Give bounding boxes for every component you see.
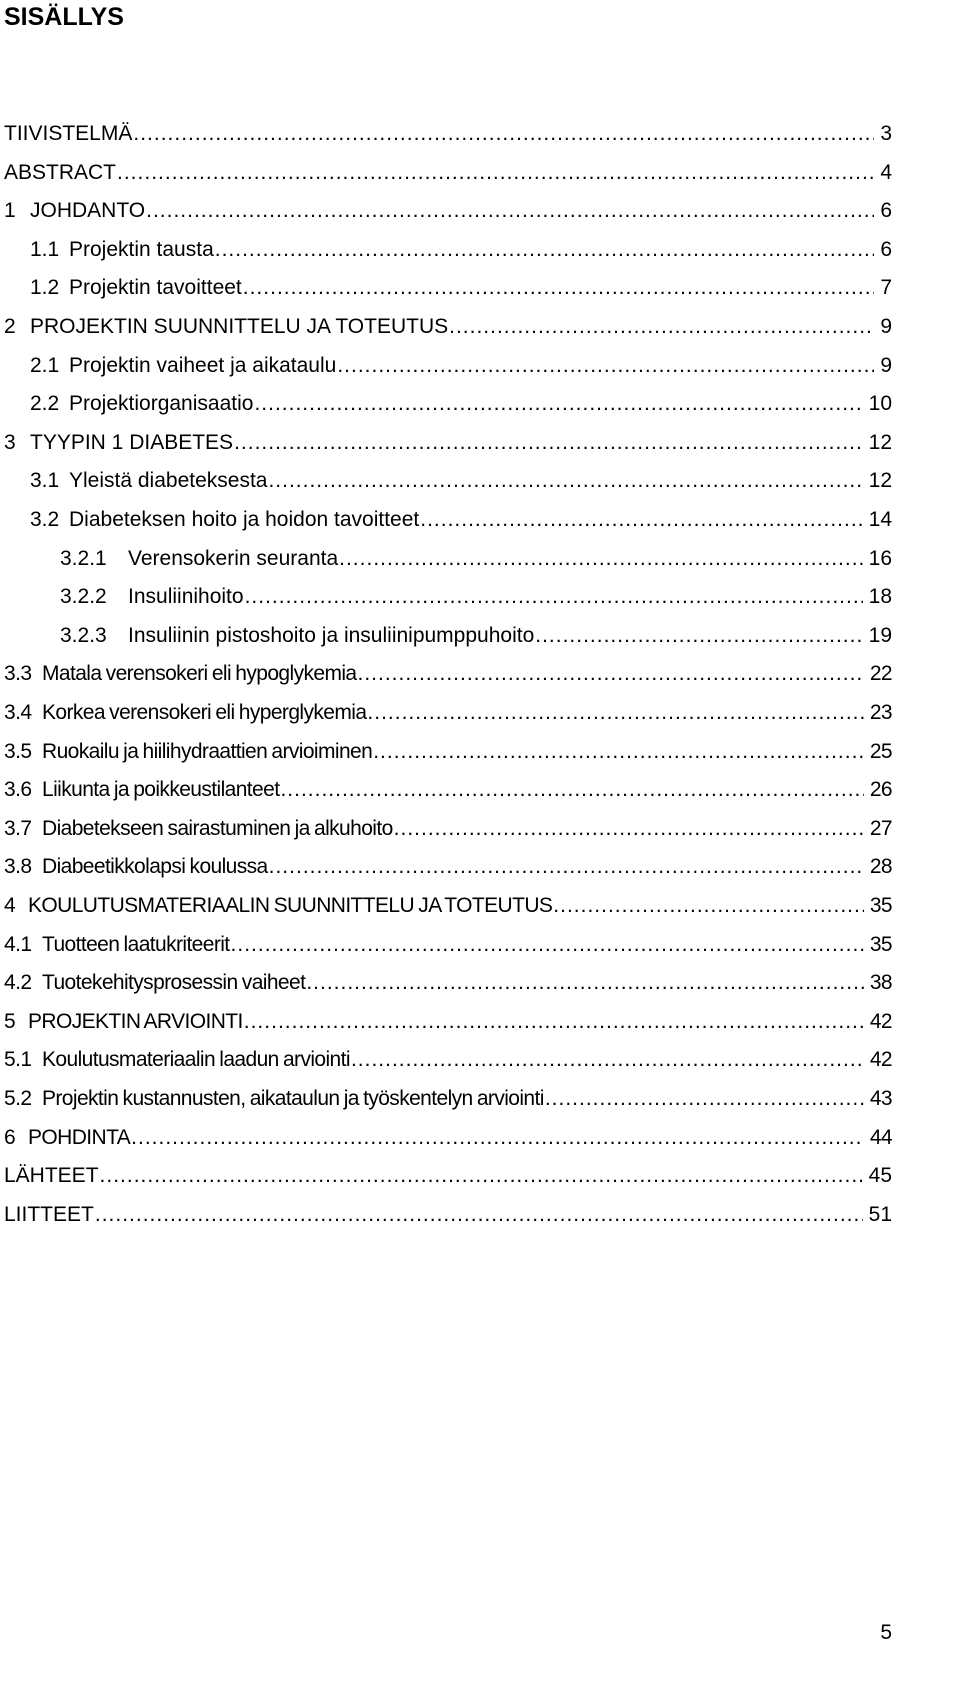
toc-entry-page: 28 — [869, 855, 892, 879]
toc-entry-title: Projektin kustannusten, aikataulun ja työskentelyn arviointi — [42, 1087, 544, 1110]
toc-entry-title: PROJEKTIN ARVIOINTI — [28, 1009, 243, 1033]
toc-entry-title: Verensokerin seuranta — [128, 546, 339, 570]
toc-entry-page: 16 — [868, 546, 892, 570]
toc-entry-page: 10 — [868, 392, 892, 416]
toc-entry-number: 5.2 — [4, 1087, 32, 1110]
toc-entry[interactable] — [0, 773, 960, 807]
toc-entry-number: 3.2 — [30, 508, 60, 531]
toc-entry-title: Tuotekehitysprosessin vaiheet — [42, 971, 306, 995]
toc-dot-leader — [269, 850, 864, 884]
toc-entry-title: Liikunta ja poikkeustilanteet — [42, 778, 280, 802]
toc-entry[interactable] — [0, 310, 960, 344]
toc-entry-number: 3.2.3 — [60, 623, 107, 647]
toc-entry[interactable] — [0, 349, 960, 383]
toc-entry-number: 5.1 — [4, 1048, 32, 1072]
toc-entry[interactable] — [0, 735, 960, 769]
toc-entry-title: Projektin tavoitteet — [69, 276, 242, 300]
toc-entry[interactable] — [0, 233, 960, 267]
toc-entry-page: 12 — [868, 430, 892, 454]
toc-entry[interactable] — [0, 850, 960, 884]
toc-entry-number: 3.6 — [4, 778, 32, 802]
toc-entry-number: 4.1 — [4, 932, 32, 956]
toc-entry-page: 19 — [868, 623, 892, 647]
toc-dot-leader — [215, 233, 875, 267]
toc-entry-title: Projektiorganisaatio — [69, 392, 254, 416]
toc-entry-page: 23 — [869, 701, 892, 724]
toc-entry[interactable] — [0, 464, 960, 498]
toc-entry[interactable] — [0, 156, 960, 190]
toc-entry-title: Diabeteksen hoito ja hoidon tavoitteet — [69, 508, 420, 531]
toc-dot-leader — [420, 503, 862, 537]
toc-entry-number: 2 — [4, 315, 16, 338]
toc-dot-leader — [545, 1082, 864, 1116]
toc-dot-leader — [535, 619, 862, 653]
toc-entry-number: 3.2.2 — [60, 585, 107, 609]
toc-entry-number: 1.1 — [30, 237, 60, 261]
toc-entry-page: 12 — [868, 469, 892, 493]
toc-entry-number: 3.3 — [4, 662, 32, 686]
toc-entry-title: TYYPIN 1 DIABETES — [30, 430, 234, 454]
toc-dot-leader — [306, 966, 864, 1000]
toc-entry-title: Yleistä diabeteksesta — [69, 469, 268, 493]
toc-entry-number: 1 — [4, 199, 16, 223]
toc-entry-title: Projektin tausta — [69, 237, 214, 261]
toc-entry-number: 2.1 — [30, 353, 60, 377]
toc-entry-title: PROJEKTIN SUUNNITTELU JA TOTEUTUS — [30, 315, 449, 338]
toc-dot-leader — [95, 1198, 863, 1232]
toc-entry[interactable] — [0, 1043, 960, 1077]
toc-entry[interactable] — [0, 657, 960, 691]
toc-entry[interactable] — [0, 1198, 960, 1232]
toc-entry-number: 3.2.1 — [60, 546, 107, 570]
toc-dot-leader — [351, 1043, 864, 1077]
toc-dot-leader — [268, 464, 862, 498]
page-title: SISÄLLYS — [4, 3, 124, 31]
toc-entry-page: 45 — [868, 1164, 892, 1188]
toc-dot-leader — [553, 889, 864, 923]
toc-entry[interactable] — [0, 387, 960, 421]
toc-entry-page: 42 — [869, 1009, 892, 1033]
toc-entry-title: Diabetekseen sairastuminen ja alkuhoito — [42, 816, 393, 840]
toc-entry[interactable] — [0, 619, 960, 653]
toc-dot-leader — [244, 1005, 864, 1039]
toc-entry[interactable] — [0, 966, 960, 1000]
toc-entry[interactable] — [0, 1082, 960, 1116]
toc-entry-page: 6 — [880, 237, 892, 261]
toc-entry-page: 25 — [869, 739, 892, 763]
toc-entry-number: 4.2 — [4, 971, 32, 995]
toc-entry-page: 9 — [880, 353, 892, 377]
toc-entry[interactable] — [0, 194, 960, 228]
toc-entry-page: 27 — [869, 816, 892, 840]
toc-dot-leader — [394, 812, 864, 846]
toc-entry-number: 6 — [4, 1125, 16, 1149]
toc-entry-page: 3 — [880, 122, 892, 145]
page-number: 5 — [880, 1621, 892, 1644]
toc-entry-page: 18 — [868, 585, 892, 609]
toc-entry-number: 3.5 — [4, 739, 32, 763]
toc-entry-page: 42 — [869, 1048, 892, 1072]
toc-entry-page: 38 — [869, 971, 892, 995]
toc-entry[interactable] — [0, 580, 960, 614]
toc-dot-leader — [337, 349, 874, 383]
toc-entry-title: Koulutusmateriaalin laadun arviointi — [42, 1048, 350, 1072]
toc-dot-leader — [449, 310, 874, 344]
toc-dot-leader — [339, 542, 863, 576]
toc-entry-number: 3.8 — [4, 855, 32, 879]
toc-entry[interactable] — [0, 1121, 960, 1155]
toc-entry-page: 51 — [868, 1202, 892, 1226]
toc-entry-page: 22 — [869, 662, 892, 686]
toc-entry-number: 5 — [4, 1009, 16, 1033]
toc-dot-leader — [245, 580, 863, 614]
toc-entry[interactable] — [0, 542, 960, 576]
toc-entry-title: Diabeetikkolapsi koulussa — [42, 855, 268, 879]
toc-entry-page: 7 — [880, 276, 892, 300]
toc-entry[interactable] — [0, 928, 960, 962]
toc-dot-leader — [358, 657, 864, 691]
toc-entry-title: JOHDANTO — [30, 199, 146, 223]
toc-dot-leader — [100, 1159, 863, 1193]
toc-entry[interactable] — [0, 271, 960, 305]
toc-dot-leader — [367, 696, 863, 730]
toc-entry-page: 43 — [869, 1087, 892, 1110]
toc-entry-number: 3.4 — [4, 701, 32, 724]
toc-dot-leader — [373, 735, 864, 769]
toc-dot-leader — [243, 271, 875, 305]
toc-entry-number: 2.2 — [30, 392, 60, 416]
toc-entry-title: Ruokailu ja hiilihydraattien arvioiminen — [42, 739, 373, 763]
toc-entry[interactable] — [0, 1159, 960, 1193]
toc-entry-number: 3.7 — [4, 816, 32, 840]
toc-entry[interactable] — [0, 117, 960, 151]
toc-entry-page: 35 — [869, 894, 892, 917]
toc-entry[interactable] — [0, 1005, 960, 1039]
toc-entry[interactable] — [0, 812, 960, 846]
toc-entry[interactable] — [0, 889, 960, 923]
toc-entry-title: Tuotteen laatukriteerit — [42, 932, 230, 956]
toc-dot-leader — [254, 387, 862, 421]
toc-entry-title: Matala verensokeri eli hypoglykemia — [42, 662, 357, 686]
toc-dot-leader — [117, 156, 874, 190]
toc-entry-title: ABSTRACT — [4, 160, 117, 184]
toc-entry-page: 6 — [880, 199, 892, 223]
toc-entry-number: 4 — [4, 894, 16, 917]
toc-dot-leader — [231, 928, 864, 962]
toc-entry-title: LÄHTEET — [4, 1164, 99, 1188]
toc-entry[interactable] — [0, 426, 960, 460]
toc-entry-page: 26 — [869, 778, 892, 802]
toc-entry[interactable] — [0, 696, 960, 730]
toc-dot-leader — [131, 1121, 864, 1155]
toc-entry-number: 3.1 — [30, 469, 60, 493]
toc-entry-title: Projektin vaiheet ja aikataulu — [69, 353, 337, 377]
toc-entry-page: 14 — [868, 508, 892, 531]
toc-dot-leader — [133, 117, 874, 151]
toc-entry-page: 4 — [880, 160, 892, 184]
toc-entry-title: LIITTEET — [4, 1202, 94, 1226]
toc-entry-page: 9 — [880, 315, 892, 338]
toc-entry-title: Korkea verensokeri eli hyperglykemia — [42, 701, 367, 724]
toc-entry-number: 1.2 — [30, 276, 60, 300]
toc-entry-page: 44 — [869, 1125, 892, 1149]
toc-dot-leader — [234, 426, 863, 460]
toc-entry-title: Insuliinihoito — [128, 585, 244, 609]
toc-entry-number: 3 — [4, 430, 16, 454]
toc-entry-title: TIIVISTELMÄ — [4, 122, 133, 145]
toc-entry-title: Insuliinin pistoshoito ja insuliinipumppuhoito — [128, 623, 535, 647]
toc-dot-leader — [280, 773, 863, 807]
toc-entry-title: POHDINTA — [28, 1125, 131, 1149]
toc-dot-leader — [146, 194, 874, 228]
toc-entry-title: KOULUTUSMATERIAALIN SUUNNITTELU JA TOTEUTUS — [28, 894, 553, 917]
toc-entry-page: 35 — [869, 932, 892, 956]
toc-entry[interactable] — [0, 503, 960, 537]
